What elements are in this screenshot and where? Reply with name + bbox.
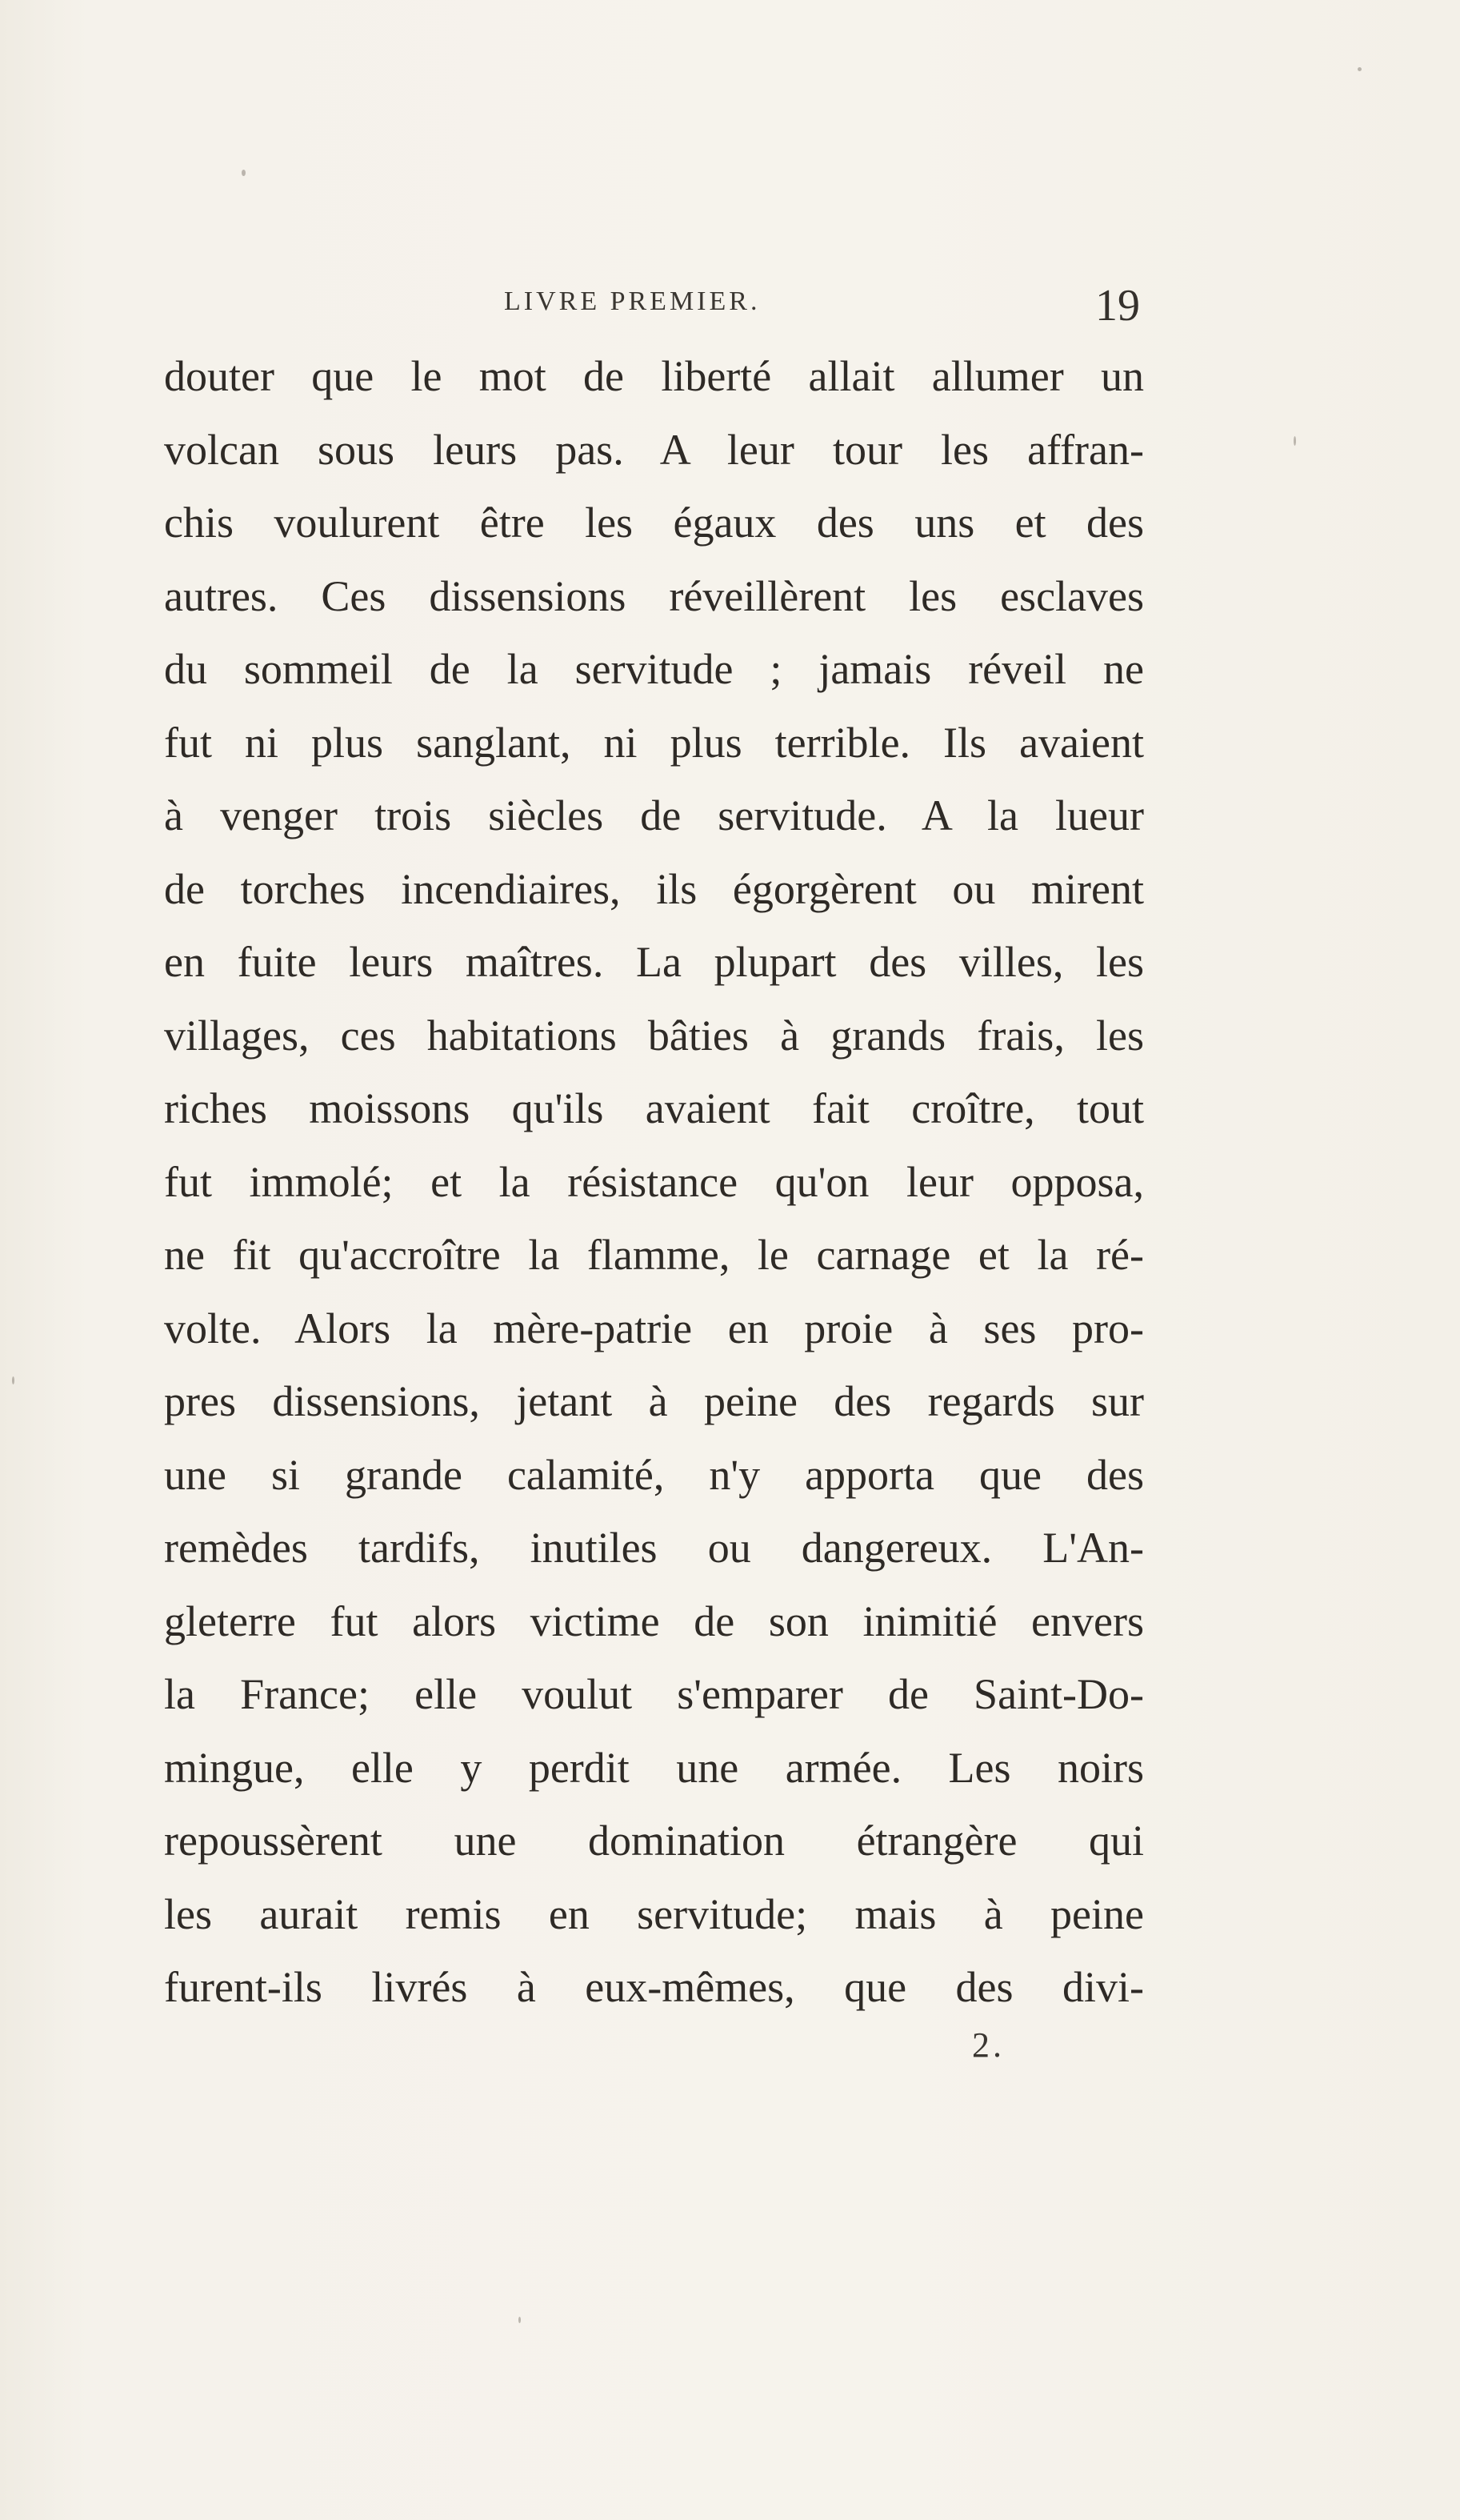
paper-speck (12, 1376, 14, 1384)
paper-speck (242, 170, 246, 176)
text-line: douter que le mot de liberté allait allumer un (164, 352, 1144, 400)
text-line: la France; elle voulut s'emparer de Saint-Do- (164, 1670, 1144, 1718)
text-line: villages, ces habitations bâties à grands frais, les (164, 1011, 1144, 1060)
text-line: repoussèrent une domination étrangère qui (164, 1817, 1144, 1865)
text-line: riches moissons qu'ils avaient fait croître, tout (164, 1084, 1144, 1132)
text-line: remèdes tardifs, inutiles ou dangereux. L'An- (164, 1524, 1144, 1572)
text-line: furent-ils livrés à eux-mêmes, que des divi- (164, 1963, 1144, 2011)
page-number: 19 (1095, 281, 1140, 331)
paper-speck (1358, 67, 1362, 71)
text-line: fut immolé; et la résistance qu'on leur opposa, (164, 1157, 1144, 1206)
text-line: autres. Ces dissensions réveillèrent les esclaves (164, 571, 1144, 620)
text-line: une si grande calamité, n'y apporta que des (164, 1450, 1144, 1499)
paper-speck (518, 2317, 521, 2323)
text-line: les aurait remis en servitude; mais à peine (164, 1889, 1144, 1938)
text-line: fut ni plus sanglant, ni plus terrible. Ils avaient (164, 718, 1144, 767)
text-line: de torches incendiaires, ils égorgèrent ou mirent (164, 864, 1144, 913)
text-line: chis voulurent être les égaux des uns et des (164, 499, 1144, 547)
text-line: gleterre fut alors victime de son inimitié envers (164, 1597, 1144, 1645)
text-line: ne fit qu'accroître la flamme, le carnage et la ré- (164, 1231, 1144, 1279)
signature-mark: 2. (972, 2025, 1005, 2065)
text-line: volcan sous leurs pas. A leur tour les affran- (164, 425, 1144, 474)
body-text (164, 340, 1144, 2025)
paper-speck (1294, 436, 1296, 446)
running-head (168, 280, 1140, 331)
text-line: volte. Alors la mère-patrie en proie à ses pro- (164, 1304, 1144, 1352)
text-line: en fuite leurs maîtres. La plupart des villes, les (164, 938, 1144, 986)
text-line: à venger trois siècles de servitude. A la lueur (164, 791, 1144, 839)
text-line: mingue, elle y perdit une armée. Les noirs (164, 1743, 1144, 1792)
text-line: du sommeil de la servitude ; jamais réveil ne (164, 645, 1144, 693)
text-line: pres dissensions, jetant à peine des regards sur (164, 1377, 1144, 1425)
running-title: LIVRE PREMIER. (504, 286, 761, 316)
